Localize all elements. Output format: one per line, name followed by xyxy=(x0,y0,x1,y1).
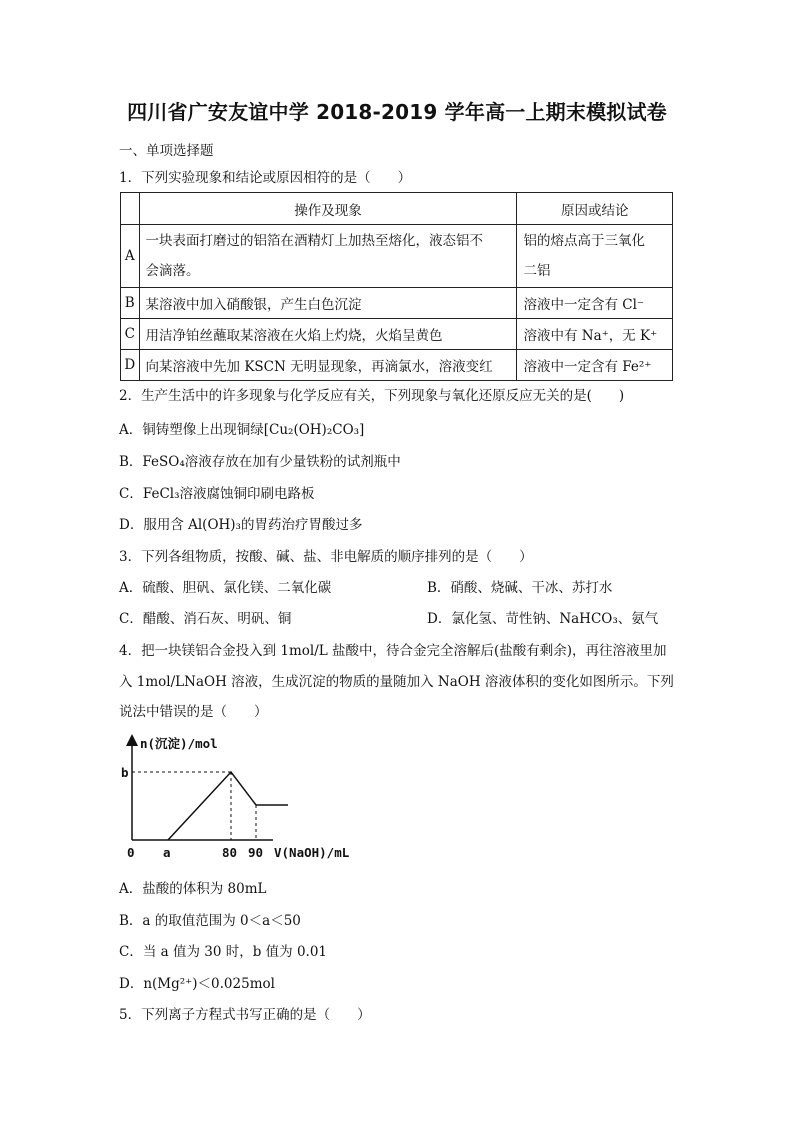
q4-option-d: D．n(Mg²⁺)＜0.025mol xyxy=(119,976,275,992)
table-row xyxy=(121,225,673,288)
q1-header-result: 原因或结论 xyxy=(517,193,673,225)
q3-option-a: A．硫酸、胆矾、氯化镁、二氧化碳 xyxy=(119,580,332,596)
row-label: B xyxy=(121,288,140,319)
section-heading: 一、单项选择题 xyxy=(119,143,214,159)
q5-stem: 5．下列离子方程式书写正确的是（ ） xyxy=(119,1007,371,1023)
row-label: A xyxy=(121,225,140,288)
y-tick-label: b xyxy=(121,765,129,780)
q1-table xyxy=(120,192,673,381)
row-operation: 某溶液中加入硝酸银，产生白色沉淀 xyxy=(139,288,517,319)
q4-stem-line3: 说法中错误的是（ ） xyxy=(119,704,268,720)
row-result: 溶液中一定含有 Fe²⁺ xyxy=(517,350,673,381)
row-label: D xyxy=(121,350,140,381)
q4-option-c: C．当 a 值为 30 时，b 值为 0.01 xyxy=(119,944,328,960)
row-result: 溶液中有 Na⁺，无 K⁺ xyxy=(517,319,673,350)
row-operation xyxy=(139,225,517,288)
row-label: C xyxy=(121,319,140,350)
q2-option-d: D．服用含 Al(OH)₃的胃药治疗胃酸过多 xyxy=(119,517,363,533)
q4-precipitate-chart xyxy=(118,730,378,865)
row-operation: 向某溶液中先加 KSCN 无明显现象，再滴氯水，溶液变红 xyxy=(139,350,517,381)
x-tick-label: 0 xyxy=(127,845,135,860)
row-result-line: 铝的熔点高于三氧化 xyxy=(523,233,645,249)
series-line xyxy=(168,772,288,840)
y-axis-label: n(沉淀)/mol xyxy=(140,736,218,751)
q1-header-operation: 操作及现象 xyxy=(139,193,517,225)
q4-stem-line1: 4．把一块镁铝合金投入到 1mol/L 盐酸中，待合金完全溶解后(盐酸有剩余)，再往溶液里加 xyxy=(119,643,667,659)
row-operation-line: 一块表面打磨过的铝箔在酒精灯上加热至熔化，液态铝不 xyxy=(145,233,484,249)
row-result-line: 二铝 xyxy=(523,263,551,279)
q1-header-blank xyxy=(121,193,140,225)
q4-option-a: A．盐酸的体积为 80mL xyxy=(119,881,267,897)
q4-option-b: B．a 的取值范围为 0＜a＜50 xyxy=(119,913,301,929)
q1-table-header xyxy=(121,193,673,225)
x-tick-label: 80 xyxy=(222,845,238,860)
row-result: 溶液中一定含有 Cl⁻ xyxy=(517,288,673,319)
x-tick-label: a xyxy=(163,845,171,860)
table-row xyxy=(121,350,673,381)
q3-stem: 3．下列各组物质，按酸、碱、盐、非电解质的顺序排列的是（ ） xyxy=(119,549,533,565)
table-row xyxy=(121,319,673,350)
row-result xyxy=(517,225,673,288)
q2-option-c: C．FeCl₃溶液腐蚀铜印刷电路板 xyxy=(119,486,315,502)
q2-option-a: A．铜铸塑像上出现铜绿[Cu₂(OH)₂CO₃] xyxy=(119,422,365,438)
q3-option-b: B．硝酸、烧碱、干冰、苏打水 xyxy=(427,580,613,596)
x-tick-label: 90 xyxy=(248,845,264,860)
q4-stem-line2: 入 1mol/LNaOH 溶液，生成沉淀的物质的量随加入 NaOH 溶液体积的变化如图所示。下列 xyxy=(119,674,674,690)
q3-option-c: C．醋酸、消石灰、明矾、铜 xyxy=(119,611,292,627)
table-row xyxy=(121,288,673,319)
row-operation: 用洁净铂丝蘸取某溶液在火焰上灼烧，火焰呈黄色 xyxy=(139,319,517,350)
q3-option-d: D．氯化氢、苛性钠、NaHCO₃、氨气 xyxy=(427,611,659,627)
q2-stem: 2．生产生活中的许多现象与化学反应有关，下列现象与氧化还原反应无关的是( ) xyxy=(119,388,625,404)
x-axis-label: V(NaOH)/mL xyxy=(274,845,350,860)
q2-option-b: B．FeSO₄溶液存放在加有少量铁粉的试剂瓶中 xyxy=(119,454,401,470)
exam-title: 四川省广安友谊中学 2018-2019 学年高一上期末模拟试卷 xyxy=(127,100,667,124)
row-operation-line: 会滴落。 xyxy=(145,263,200,279)
q1-stem: 1．下列实验现象和结论或原因相符的是（ ） xyxy=(119,170,412,186)
